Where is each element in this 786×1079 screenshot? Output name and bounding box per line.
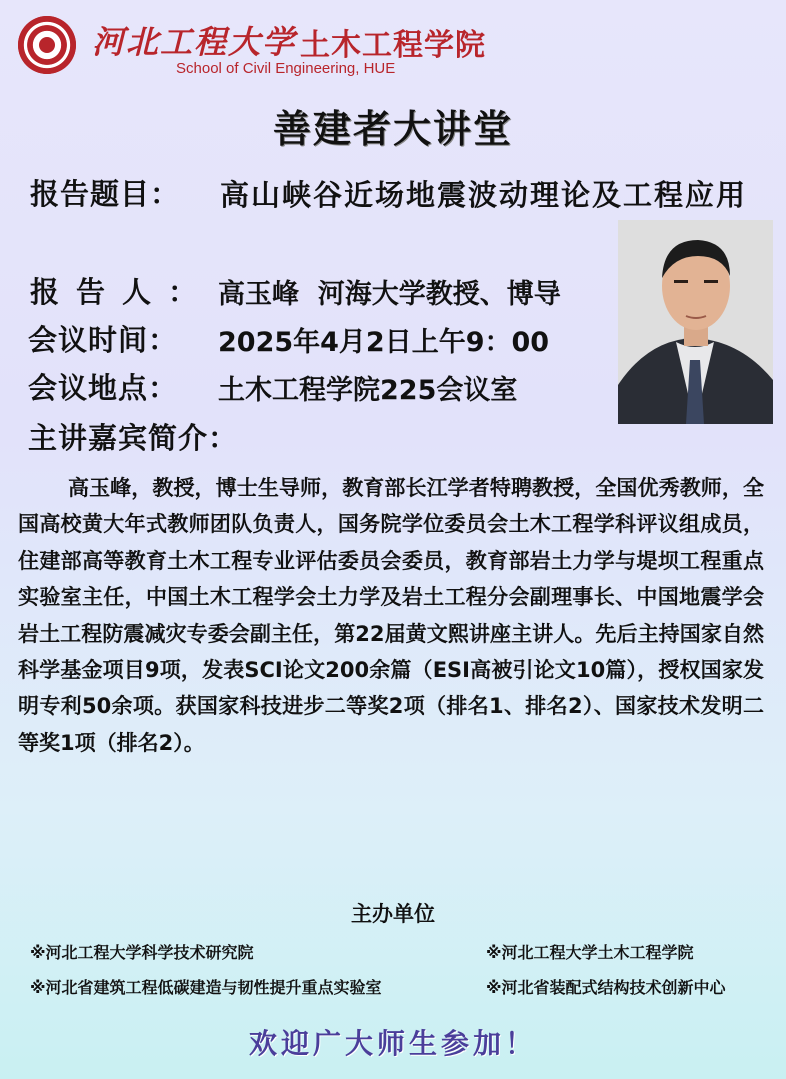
organizer-item: ※河北省建筑工程低碳建造与韧性提升重点实验室 (30, 978, 382, 997)
school-name-english: School of Civil Engineering, HUE (176, 60, 396, 77)
organizer-item: ※河北省装配式结构技术创新中心 (486, 978, 726, 997)
school-name: 土木工程学院 (300, 28, 486, 63)
speaker-value: 高玉峰 河海大学教授、博导 (218, 279, 561, 310)
welcome-message: 欢迎广大师生参加！ (248, 1027, 537, 1060)
speaker-photo (618, 220, 773, 424)
time-value: 2025年4月2日上午9：00 (218, 327, 550, 358)
university-logo (18, 16, 76, 74)
organizer-item: ※河北工程大学科学技术研究院 (30, 943, 254, 962)
topic-value: 高山峡谷近场地震波动理论及工程应用 (220, 178, 748, 212)
organizers-title: 主办单位 (351, 902, 435, 926)
organizer-item: ※河北工程大学土木工程学院 (486, 943, 694, 962)
speaker-bio: 高玉峰，教授，博士生导师，教育部长江学者特聘教授，全国优秀教师，全国高校黄大年式教师团队负责人，国务院学位委员会土木工程学科评议组成员，住建部高等教育土木工程专业评估委员会委员，教育部岩土力学与堤坝工程重点实验室主任，中国土木工程学会土力学及岩土工程分会副理事长、中国地震学会岩土工程防震减灾专委会副主任，第22届黄文熙讲座主讲人。先后主持国家自然科学基金项目9项，发表SCI论文200余篇（ESI高被引论文10篇），授权国家发明专利50余项。获国家科技进步二等奖2项（排名1、排名2）、国家技术发明二等奖1项（排名2）。 (18, 476, 764, 755)
venue-label: 会议地点： (28, 371, 179, 405)
topic-label: 报告题目： (30, 177, 181, 211)
speaker-label: 报告人： (30, 275, 215, 309)
venue-value: 土木工程学院225会议室 (218, 375, 518, 406)
speaker-intro-label: 主讲嘉宾简介： (28, 421, 239, 455)
event-title: 善建者大讲堂 (272, 107, 513, 151)
university-name: 河北工程大学 (92, 23, 297, 61)
time-label: 会议时间： (28, 323, 179, 357)
